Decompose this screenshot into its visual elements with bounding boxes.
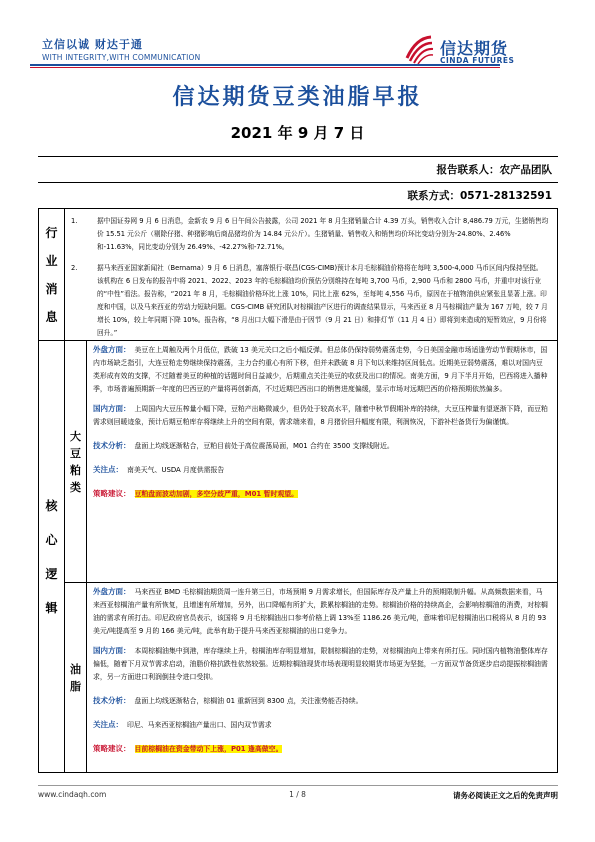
- slogan-en: WITH INTEGRITY,WITH COMMUNICATION: [42, 53, 201, 62]
- soy-content: [87, 341, 558, 583]
- soy-row: [39, 341, 558, 583]
- slogan-cn: 立信以诚 财达于通: [42, 38, 143, 51]
- news-item: 2. 据马来西亚国家新闻社（Bernama）9 月 6 日消息，塞落银行-联昌(CGS-CIMB)预计本月毛棕榈油价格将在每吨 3,500-4,000 马币区间内保持坚挺。该机构在 6 日发布的报告中将 2021、2022、2023 年的毛棕榈油均价预估分别维持在每吨 3,700 马币，2,900 马币和 2800 马币，并重申对该行业的“中性”看法。报告称，“2021 年 8 月，毛棕榈油价格环比上涨 10%，同比上涨 62%，至每吨 4,556 马币，原因在于植物油供应紧张且显著上涨。印度和中国，以及马来西亚的劳动力短缺问题。CGS-CIMB 研究团队对棕榈油产区进行的调查结果显示，马来西亚 8 月马棕榈油产量为 167 万吨，较 7 月增长 10%，较上年同期下降 10%。报告称，“8 月出口大幅下滑是由于因节（9 月 21 日）和排灯节（11 月 4 日）即将到来造成的短暂效应，9 月份将回升。”: [71, 264, 548, 337]
- logo-text-cn: 信达期货: [440, 39, 509, 58]
- news-row: [39, 209, 558, 341]
- oil-row: [39, 583, 558, 773]
- logo-text-en: CINDA FUTURES: [440, 56, 515, 65]
- header-rule-red: [30, 67, 500, 68]
- footer-rule: [38, 785, 558, 786]
- oil-label: 油脂: [65, 583, 87, 773]
- oil-focus: 关注点： 印尼、马来西亚棕榈油产量出口、国内双节需求: [93, 720, 272, 729]
- oil-content: [87, 583, 558, 773]
- contact-person: 报告联系人：农产品团队: [436, 164, 552, 176]
- report-title: 信达期货豆类油脂早报: [172, 84, 423, 110]
- soy-label: 大豆粕类: [65, 341, 87, 583]
- page-header: [0, 0, 595, 72]
- soy-external: 外盘方面： 美豆在上周触及两个月低位，跌破 13 美元关口之后小幅反弹。但总体仍保持弱势震荡走势，今日美国金融市场适逢劳动节假期休市，国内市场缺乏指引，大连豆粕走势继续保持震荡，主力合约重心有所下移，但并未跌破 8 月下旬以来维持区间低点。近期美豆弱势震荡，难以对国内豆类形成有效的支撑，不过随着美豆的种植的话题时间日益减少，后期重点关注美豆的收获及出口的情况。南美方面，9 月下半月开始，巴西将进入播种季，市场普遍预期新一年度的巴西豆的产量将再创新高，不过近期巴西出口的销售进度偏缓，显示市场对远期巴西的价格预期依然偏多。: [93, 345, 548, 393]
- contact-person-row: [38, 156, 558, 181]
- soy-focus: 关注点： 南美天气、USDA 月度供需报告: [93, 465, 225, 474]
- news-content: [65, 209, 558, 341]
- soy-advice: 策略建议： 豆粕盘面波动加剧，多空分歧严重，M01 暂时观望。: [93, 489, 299, 498]
- news-category: 行业消息: [39, 209, 65, 341]
- report-table: [38, 208, 558, 773]
- oil-domestic: 国内方面： 本周棕榈油集中到港，库存继续上升，棕榈油库存明显增加，限制棕榈油的走势，对棕榈油向上带来有所打压。同时国内植物油整体库存偏低，随着下月双节需求启动，油脂价格抗跌性依然较强。近期棕榈油现货市场表现明显较期货市场更为坚挺，一方面双节备货逐步启动提振棕榈油需求，另一方面进口利润倒挂令进口受抑。: [93, 646, 548, 681]
- page-number: 1 / 8: [289, 790, 306, 799]
- header-rule-blue: [30, 64, 500, 66]
- report-date: 2021 年 9 月 7 日: [230, 124, 365, 142]
- contact-phone: 联系方式：0571-28132591: [407, 190, 552, 202]
- oil-external: 外盘方面： 马来西亚 BMD 毛棕榈油期货周一连升第三日，市场预期 9 月需求增长，但国际库存及产量上升的预期限制升幅。从高频数据来看，马来西亚棕榈油产量有所恢复，且增速有所增加，另外，出口降幅有所扩大，跌累棕榈油的走势。棕榈油价格的持续高企，会影响棕榈油的消费，对棕榈油的需求有所打击。印尼政府官员表示，该国将 9 月毛棕榈油出口参考价格上调 13%至 1186.26 美元/吨，意味着印尼棕榈油出口税将从 8 月的 93 美元/吨提高至 9 月的 166 美元/吨，此举有助于提升马来西亚棕榈油的出口竞争力。: [93, 587, 548, 635]
- soy-domestic: 国内方面： 上周国内大豆压榨量小幅下降，豆粕产出略微减少，但仍处于较高水平，随着中秋节假期补库的持续，大豆压榨量有望逐渐下降，而豆粕需求则回暖迹象，预计后期豆粕库存将继续上升的空间有限，需求端来看，8 月猪价回升幅度有限，利润恢况，下游补栏备货行为偏谨慎。: [93, 404, 548, 426]
- cinda-logo-icon: [404, 34, 434, 64]
- footer-url[interactable]: www.cindaqh.com: [38, 790, 107, 799]
- footer-disclaimer: 请务必阅读正文之后的免责声明: [453, 791, 558, 800]
- oil-tech: 技术分析： 盘面上均线逐渐粘合，棕榈油 01 重新回到 8300 点，关注涨势能否持续。: [93, 696, 363, 705]
- soy-tech: 技术分析： 盘面上均线逐渐粘合，豆粕目前处于高位震荡局面，M01 合约在 3500 支撑线附近。: [93, 441, 394, 450]
- contact-phone-row: [38, 182, 558, 207]
- oil-advice: 策略建议： 目前棕榈油在资金带动下上涨，P01 逢高做空。: [93, 744, 283, 753]
- news-item: 1. 据中国证券网 9 月 6 日消息，金新农 9 月 6 日午间公告披露，公司 2021 年 8 月生猪销量合计 4.39 万头，销售收入合计 8,486.79 万元，生猪销售均价 15.51 元公斤（剔除仔猪、种猪影响后商品猪均价为 14.84 元公斤）。生猪销量、销售收入和销售均价环比变动分别为-24.80%、2.46%和-11.63%，同比变动分别为 26.49%、-42.27%和-72.71%。: [71, 217, 549, 251]
- core-category: 核心逻辑: [39, 341, 65, 773]
